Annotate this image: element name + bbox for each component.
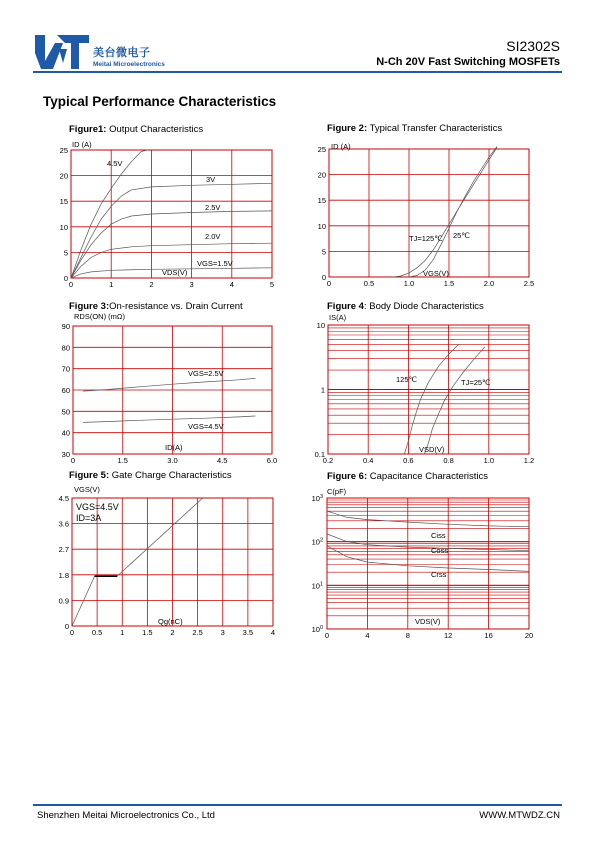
x-axis-title: ID(A) — [165, 443, 183, 452]
y-tick-label: 80 — [61, 343, 70, 353]
x-tick-label: 2.5 — [192, 628, 203, 637]
x-axis-title: Qg(nC) — [158, 617, 183, 626]
y-tick-label: 15 — [317, 196, 326, 206]
y-axis-title: ID (A) — [331, 142, 351, 151]
x-tick-label: 20 — [524, 631, 534, 640]
y-tick-label: 1 — [320, 385, 325, 395]
brand-name-cn: 美台微电子 — [93, 46, 151, 59]
x-tick-label: 2 — [149, 280, 154, 289]
x-tick-label: 8 — [405, 631, 410, 640]
y-tick-label: $10^1$ — [311, 581, 323, 591]
series-label: 4.5V — [107, 159, 123, 168]
figure-4-title: Figure 4: Body Diode Characteristics — [327, 301, 484, 312]
series-label: VGS=1.5V — [197, 259, 233, 268]
series-label: Coss — [431, 546, 449, 555]
series-line — [327, 511, 529, 527]
x-tick-label: 0.5 — [91, 628, 103, 637]
x-tick-label: 0.4 — [362, 456, 374, 465]
x-tick-label: 2.5 — [523, 279, 535, 288]
x-axis-title: VGS(V) — [423, 269, 449, 278]
x-tick-label: 3.0 — [167, 456, 178, 465]
figure-5-title: Figure 5: Gate Charge Characteristics — [69, 470, 232, 481]
y-axis-title: IS(A) — [329, 313, 347, 322]
x-tick-label: 4 — [365, 631, 370, 640]
x-tick-label: 16 — [484, 631, 493, 640]
y-tick-label: 5 — [321, 247, 326, 257]
series-label: 2.0V — [205, 232, 221, 241]
x-tick-label: 4 — [270, 628, 276, 637]
y-tick-label: 90 — [61, 322, 70, 331]
y-tick-label: 10 — [316, 321, 325, 330]
y-tick-label: $10^2$ — [311, 537, 323, 547]
figure-6-title: Figure 6: Capacitance Characteristics — [327, 471, 489, 482]
x-tick-label: 1 — [109, 280, 114, 289]
y-tick-label: 10 — [59, 222, 68, 232]
series-label: 2.5V — [205, 203, 221, 212]
series-label: Ciss — [431, 531, 446, 540]
y-tick-label: 4.5 — [58, 494, 69, 503]
document-subtitle: N-Ch 20V Fast Switching MOSFETs — [376, 56, 560, 68]
y-tick-label: 0 — [63, 274, 68, 283]
series-label: 125℃ — [396, 375, 417, 384]
series-label: 25℃ — [453, 231, 470, 240]
y-tick-label: 0.1 — [314, 450, 325, 459]
y-tick-label: 25 — [317, 145, 326, 154]
x-tick-label: 1.2 — [523, 456, 535, 465]
y-tick-label: 20 — [317, 170, 326, 180]
section-title: Typical Performance Characteristics — [43, 94, 277, 109]
y-axis-title: ID (A) — [72, 140, 92, 149]
x-tick-label: 5 — [269, 280, 275, 289]
series-label: 3V — [206, 175, 216, 184]
x-tick-label: 6.0 — [266, 456, 278, 465]
y-tick-label: 30 — [61, 450, 70, 459]
y-axis-title: VGS(V) — [74, 485, 100, 494]
x-tick-label: 0.8 — [443, 456, 454, 465]
x-tick-label: 0.5 — [363, 279, 375, 288]
x-tick-label: 4.5 — [217, 456, 228, 465]
figure-3-title: Figure 3:On-resistance vs. Drain Current — [69, 301, 243, 312]
figure-2-title: Figure 2: Typical Transfer Characteristics — [327, 123, 503, 134]
plot-frame — [327, 498, 529, 629]
x-tick-label: 1.0 — [403, 279, 415, 288]
gate-charge-condition-id: ID=3A — [76, 513, 102, 523]
footer-company: Shenzhen Meitai Microelectronics Co., Ltd — [37, 810, 215, 821]
y-tick-label: 2.7 — [58, 545, 69, 555]
y-axis-title: C(pF) — [327, 487, 347, 496]
x-axis-title: VDS(V) — [415, 617, 441, 626]
series-label: VGS=2.5V — [188, 369, 224, 378]
footer-website: WWW.MTWDZ.CN — [479, 810, 560, 821]
x-tick-label: 0 — [70, 456, 76, 465]
brand-name-en: Meitai Microelectronics — [93, 61, 165, 68]
x-axis-title: VDS(V) — [162, 268, 188, 277]
y-tick-label: 10 — [317, 221, 326, 231]
series-label: TJ=125℃ — [409, 234, 443, 243]
y-tick-label: 1.8 — [58, 570, 69, 580]
x-tick-label: 0 — [324, 631, 330, 640]
x-tick-label: 1.0 — [483, 456, 495, 465]
y-tick-label: 3.6 — [58, 519, 69, 529]
footer-divider — [33, 804, 562, 806]
x-tick-label: 0 — [326, 279, 332, 288]
x-tick-label: 3.5 — [242, 628, 254, 637]
y-tick-label: 25 — [59, 146, 68, 155]
x-tick-label: 2.0 — [483, 279, 495, 288]
x-tick-label: 12 — [444, 631, 453, 640]
x-tick-label: 2 — [170, 628, 175, 637]
y-tick-label: 0 — [321, 273, 326, 282]
x-tick-label: 0 — [68, 280, 74, 289]
y-tick-label: 5 — [63, 248, 68, 258]
y-tick-label: 50 — [61, 407, 70, 417]
series-label: VGS=4.5V — [188, 422, 224, 431]
y-tick-label: 60 — [61, 386, 70, 395]
x-tick-label: 0 — [69, 628, 75, 637]
y-tick-label: 20 — [59, 171, 68, 181]
y-tick-label: 0 — [64, 622, 69, 631]
series-label: TJ=25℃ — [461, 378, 491, 387]
x-tick-label: 1 — [120, 628, 125, 637]
y-axis-title: RDS(ON) (mΩ) — [74, 312, 126, 321]
y-tick-label: $10^3$ — [311, 494, 323, 503]
x-tick-label: 1.5 — [443, 279, 455, 288]
series-label: Crss — [431, 570, 447, 579]
y-tick-label: 70 — [61, 364, 70, 374]
y-tick-label: 0.9 — [58, 596, 69, 606]
gate-charge-condition-vgs: VGS=4.5V — [76, 502, 119, 512]
x-tick-label: 1.5 — [117, 456, 128, 465]
x-axis-title: VSD(V) — [419, 445, 445, 454]
x-tick-label: 4 — [229, 280, 234, 289]
figure-1-title: Figure1: Output Characteristics — [69, 124, 204, 135]
x-tick-label: 0.6 — [403, 456, 414, 465]
y-tick-label: 40 — [61, 428, 70, 438]
y-tick-label: $10^0$ — [311, 625, 323, 634]
x-tick-label: 3 — [189, 280, 194, 289]
x-tick-label: 0.2 — [322, 456, 334, 465]
part-number: SI2302S — [506, 38, 560, 54]
x-tick-label: 3 — [220, 628, 225, 637]
x-tick-label: 1.5 — [142, 628, 153, 637]
y-tick-label: 15 — [59, 197, 68, 207]
